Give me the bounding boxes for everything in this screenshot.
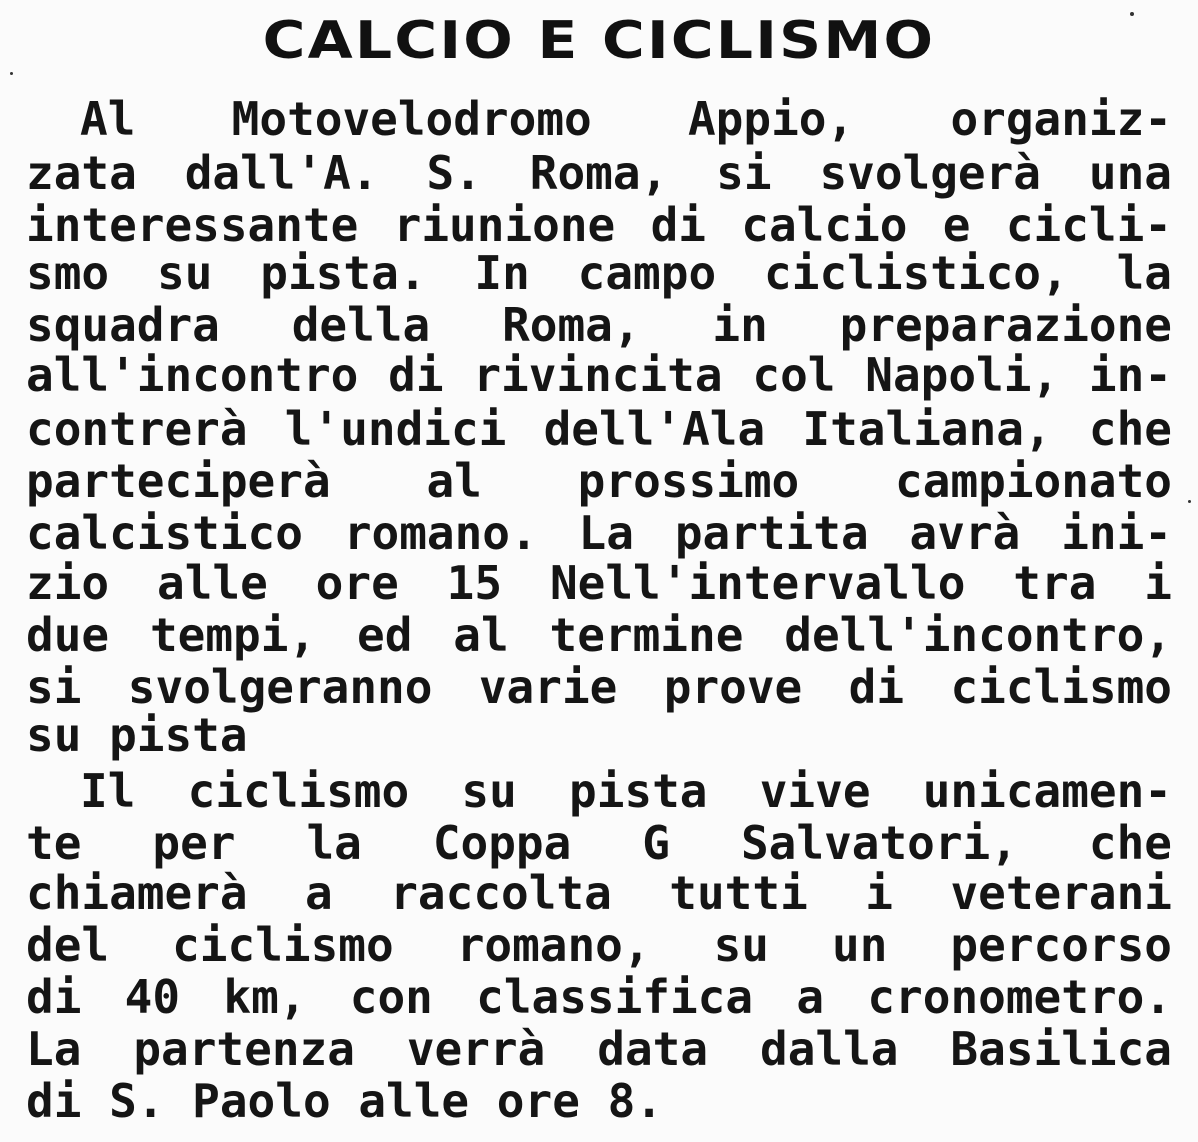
- headline: CALCIO E CICLISMO: [262, 11, 936, 71]
- text-line: contrerà l'undici dell'Ala Italiana, che: [26, 402, 1172, 456]
- text-line: parteciperà al prossimo campionato: [26, 454, 1172, 508]
- print-speck: [10, 72, 13, 75]
- text-line: chiamerà a raccolta tutti i veterani: [26, 866, 1172, 920]
- text-line: due tempi, ed al termine dell'incontro,: [26, 608, 1172, 662]
- text-line: interessante riunione di calcio e cicli-: [26, 198, 1172, 252]
- text-line: di S. Paolo alle ore 8.: [26, 1074, 663, 1128]
- text-line: calcistico romano. La partita avrà ini-: [26, 506, 1172, 560]
- text-line: La partenza verrà data dalla Basilica: [26, 1022, 1172, 1076]
- text-line: si svolgeranno varie prove di ciclismo: [26, 660, 1172, 714]
- text-line: Il ciclismo su pista vive unicamen-: [80, 764, 1172, 818]
- text-line: Al Motovelodromo Appio, organiz-: [80, 92, 1172, 146]
- text-line: all'incontro di rivincita col Napoli, in-: [26, 348, 1172, 402]
- text-line: zata dall'A. S. Roma, si svolgerà una: [26, 146, 1172, 200]
- text-line: su pista: [26, 708, 248, 762]
- text-line: zio alle ore 15 Nell'intervallo tra i: [26, 556, 1172, 610]
- print-speck: [1130, 12, 1134, 16]
- text-line: smo su pista. In campo ciclistico, la: [26, 246, 1172, 300]
- print-speck: [1188, 500, 1191, 503]
- text-line: te per la Coppa G Salvatori, che: [26, 816, 1172, 870]
- text-line: di 40 km, con classifica a cronometro.: [26, 970, 1172, 1024]
- text-line: del ciclismo romano, su un percorso: [26, 918, 1172, 972]
- text-line: squadra della Roma, in preparazione: [26, 298, 1172, 352]
